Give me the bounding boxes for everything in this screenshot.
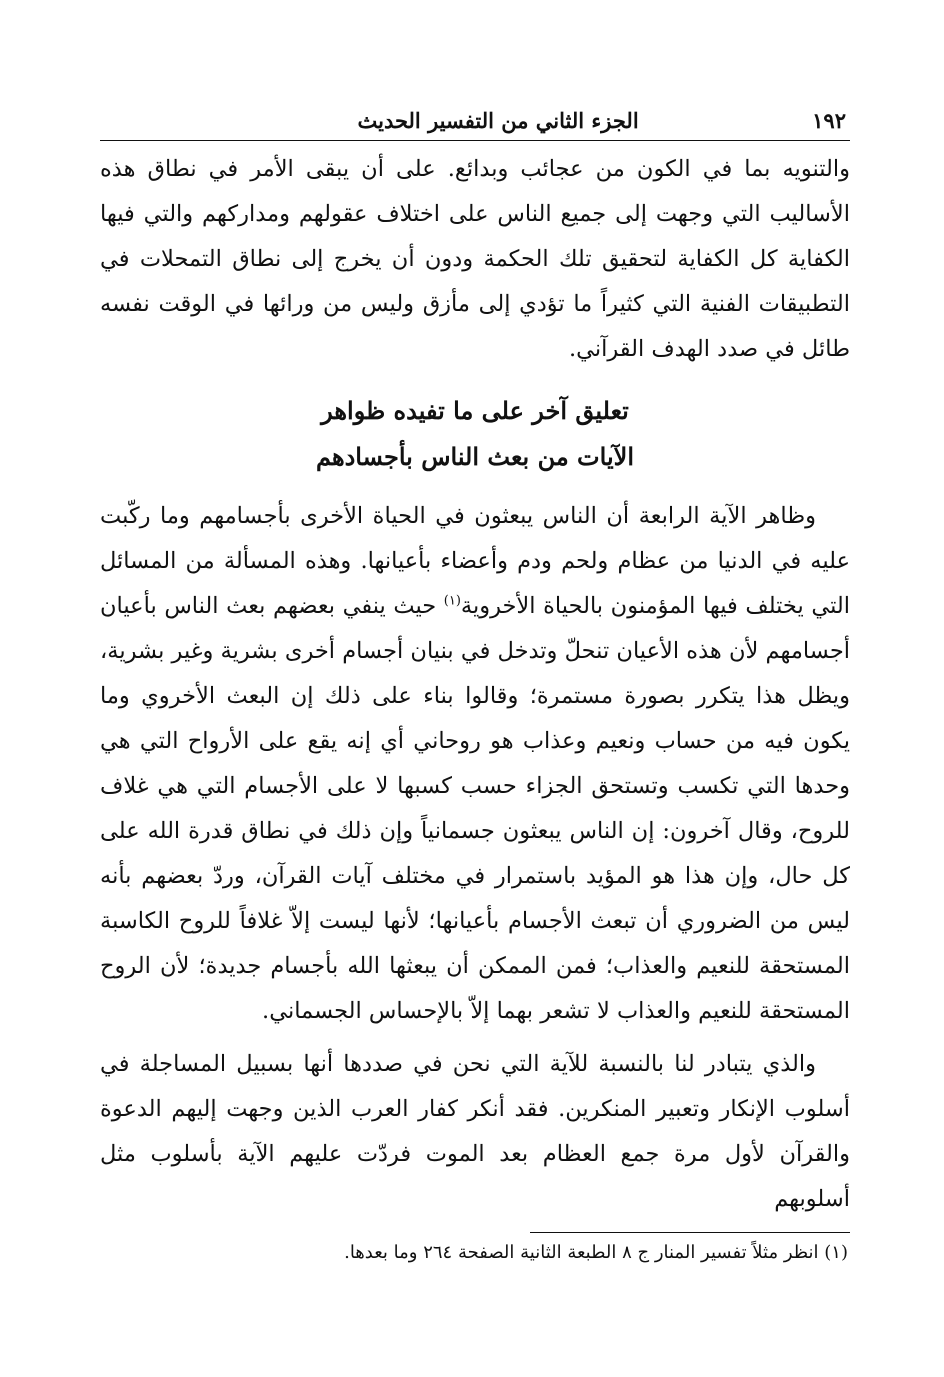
running-header [100, 108, 850, 138]
running-title: الجزء الثاني من التفسير الحديث [357, 108, 639, 133]
paragraph-text-rest: حيث ينفي بعضهم بعث الناس بأعيان أجسامهم لأن هذه الأعيان تنحلّ وتدخل في بنيان أجسام أخرى بشرية وغير بشرية، ويظل هذا يتكرر بصورة مستمرة؛ وقالوا بناء على ذلك إن البعث الأخروي وما يكون فيه من حساب ونعيم وعذاب هو روحاني أي إنه يقع على الأرواح التي هي وحدها التي تكسب وتستحق الجزاء حسب كسبها لا على الأجسام التي هي غلاف للروح، وقال آخرون: إن الناس يبعثون جسمانياً وإن ذلك في نطاق قدرة الله على كل حال، وإن هذا هو المؤيد باستمرار في مختلف آيات القرآن، وردّ بعضهم بأنه ليس من الضروري أن تبعث الأجسام بأعيانها؛ لأنها ليست إلاّ غلافاً للروح الكاسبة المستحقة للنعيم والعذاب؛ فمن الممكن أن يبعثها الله بأجسام جديدة؛ لأن الروح المستحقة للنعيم والعذاب لا تشعر بهما إلاّ بالإحساس الجسماني. [100, 593, 850, 1024]
section-heading-line-1: تعليق آخر على ما تفيده ظواهر [321, 396, 629, 425]
footnote-divider [530, 1232, 850, 1233]
paragraph-interpretation: والذي يتبادر لنا بالنسبة للآية التي نحن في صددها أنها بسبيل المساجلة في أسلوب الإنكار وتعبير المنكرين. فقد أنكر كفار العرب الذين وجهت إليهم الدعوة والقرآن لأول مرة جمع العظام بعد الموت فردّت عليهم الآية بأسلوب مثل أسلوبهم [100, 1051, 850, 1212]
section-heading-line-2: الآيات من بعث الناس بأجسادهم [315, 442, 634, 471]
paragraph-resurrection-views [100, 494, 850, 1034]
intro-paragraph: والتنويه بما في الكون من عجائب وبدائع. على أن يبقى الأمر في نطاق هذه الأساليب التي وجهت إلى جميع الناس على اختلاف عقولهم ومداركهم والتي فيها الكفاية كل الكفاية لتحقيق تلك الحكمة ودون أن يخرج إلى نطاق التمحلات في التطبيقات الفنية التي كثيراً ما تؤدي إلى مأزق وليس من ورائها في الوقت نفسه طائل في صدد الهدف القرآني. [100, 156, 850, 362]
book-page [100, 108, 850, 1269]
footnote: (١) انظر مثلاً تفسير المنار ج ٨ الطبعة الثانية الصفحة ٢٦٤ وما بعدها. [344, 1242, 848, 1263]
page-number: ١٩٢ [812, 108, 846, 133]
header-divider [100, 140, 850, 141]
paragraph-text-start: وظاهر الآية الرابعة أن الناس يبعثون في الحياة الأخرى بأجسامهم وما ركّبت عليه في الدنيا من عظام ولحم ودم وأعضاء بأعيانها. وهذه المسألة من المسائل التي يختلف فيها المؤمنون بالحياة الأخروية [100, 503, 850, 619]
footnote-reference[interactable]: (١) [443, 593, 461, 609]
section-heading [100, 388, 850, 480]
